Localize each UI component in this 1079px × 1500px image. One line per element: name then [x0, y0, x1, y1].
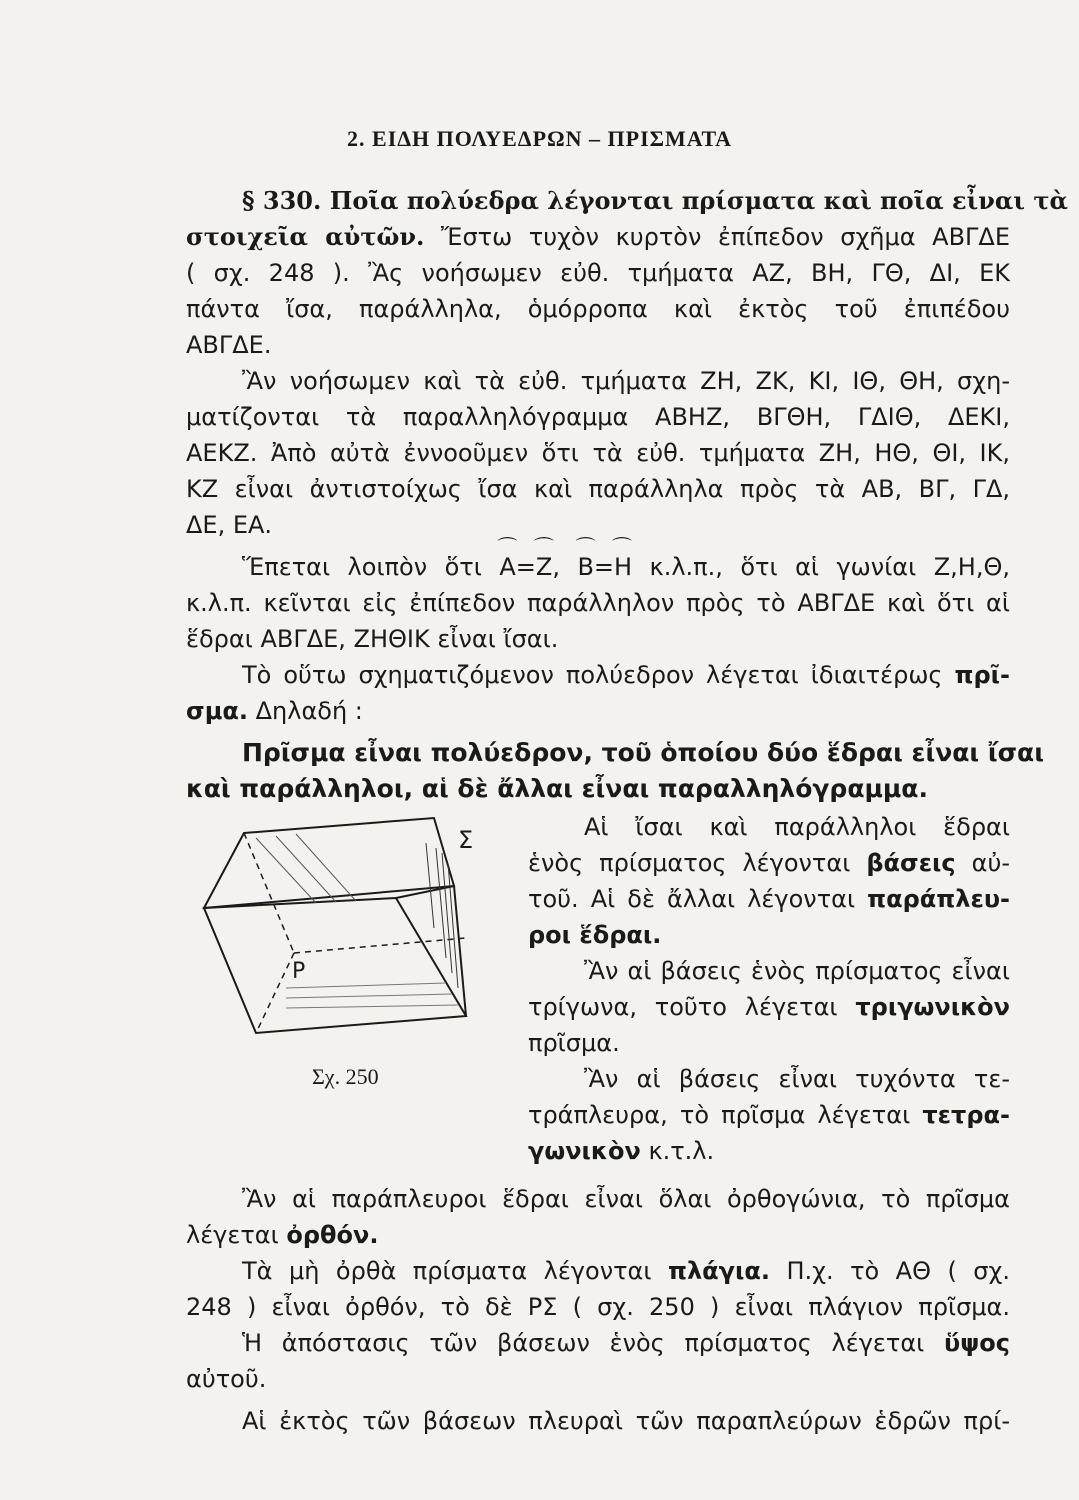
- section-title: Ποῖα πολύεδρα λέγονται πρίσματα καὶ ποῖα εἶναι τὰ: [329, 186, 1068, 215]
- label-rho: Ρ: [292, 959, 306, 984]
- body-line: ΑΕΚΖ. Ἀπὸ αὐτὰ ἐννοοῦμεν ὅτι τὰ εὐθ. τμήματα ΖΗ, ΗΘ, ΘΙ, ΙΚ,: [186, 439, 1010, 467]
- oblique-prism-drawing: [196, 808, 496, 1088]
- chapter-heading: 2. ΕΙΔΗ ΠΟΛΥΕΔΡΩΝ – ΠΡΙΣΜΑΤΑ: [347, 126, 732, 151]
- right-col-line: γωνικὸν κ.τ.λ.: [528, 1137, 715, 1165]
- body-line: Αἱ ἐκτὸς τῶν βάσεων πλευραὶ τῶν παραπλεύρων ἑδρῶν πρί-: [242, 1407, 1010, 1435]
- angle-a: ⌒ Α: [499, 552, 515, 582]
- label-sigma: Σ: [458, 826, 474, 854]
- angle-b: ⌒ Β: [577, 552, 593, 582]
- body-line: Ἂν αἱ παράπλευροι ἕδραι εἶναι ὅλαι ὀρθογώνια, τὸ πρῖσμα: [242, 1185, 1010, 1213]
- angle-hat-icon: ⌒: [612, 535, 633, 559]
- section-number: § 330.: [242, 186, 322, 215]
- body-line: αὐτοῦ.: [186, 1365, 267, 1393]
- body-line: ἕδραι ΑΒΓΔΕ, ΖΗΘΙΚ εἶναι ἴσαι.: [186, 625, 559, 653]
- section-title-line: [186, 186, 1068, 216]
- body-line: κ.λ.π. κεῖνται εἰς ἐπίπεδον παράλληλον πρὸς τὸ ΑΒΓΔΕ καὶ ὅτι αἱ: [186, 589, 1010, 617]
- body-line: πάντα ἴσα, παράλληλα, ὁμόρροπα καὶ ἐκτὸς τοῦ ἐπιπέδου: [186, 295, 1010, 323]
- body-line: Ἂν νοήσωμεν καὶ τὰ εὐθ. τμήματα ΖΗ, ΖΚ, ΚΙ, ΙΘ, ΘΗ, σχη-: [242, 367, 1010, 395]
- angle-z: ⌒ Ζ: [536, 552, 552, 582]
- right-col-line: πρῖσμα.: [528, 1029, 620, 1057]
- right-col-line: Ἂν αἱ βάσεις εἶναι τυχόντα τε-: [584, 1065, 1010, 1093]
- angle-hat-icon: ⌒: [575, 535, 596, 559]
- section-title-cont: στοιχεῖα αὐτῶν.: [186, 222, 425, 251]
- right-col-line: Αἱ ἴσαι καὶ παράλληλοι ἕδραι: [584, 813, 1010, 841]
- figure-caption: Σχ. 250: [312, 1064, 379, 1089]
- body-line: ΔΕ, ΕΑ.: [186, 511, 273, 539]
- body-line: Ἡ ἀπόστασις τῶν βάσεων ἑνὸς πρίσματος λέγεται ὕψος: [242, 1329, 1010, 1357]
- body-line: ΑΒΓΔΕ.: [186, 331, 272, 359]
- body-line: ματίζονται τὰ παραλληλόγραμμα ΑΒΗΖ, ΒΓΘΗ, ΓΔΙΘ, ΔΕΚΙ,: [186, 403, 1010, 431]
- angle-h: ⌒ Η: [614, 552, 632, 582]
- body-line: ( σχ. 248 ). Ἂς νοήσωμεν εὐθ. τμήματα ΑΖ, ΒΗ, ΓΘ, ΔΙ, ΕΚ: [186, 259, 1010, 287]
- right-col-line: τρίγωνα, τοῦτο λέγεται τριγωνικὸν: [528, 993, 1010, 1021]
- body-line: Τὰ μὴ ὀρθὰ πρίσματα λέγονται πλάγια. Π.χ. τὸ ΑΘ ( σχ.: [242, 1257, 1010, 1285]
- definition-line: καὶ παράλληλοι, αἱ δὲ ἄλλαι εἶναι παραλληλόγραμμα.: [186, 774, 928, 803]
- right-col-line: τράπλευρα, τὸ πρῖσμα λέγεται τετρα-: [528, 1101, 1010, 1129]
- body-line: Τὸ οὕτω σχηματιζόμενον πολύεδρον λέγεται ἰδιαιτέρως πρῖ-: [242, 661, 1010, 689]
- right-col-line: ἑνὸς πρίσματος λέγονται βάσεις αὐ-: [528, 849, 1010, 877]
- body-line: 248 ) εἶναι ὀρθόν, τὸ δὲ ΡΣ ( σχ. 250 ) εἶναι πλάγιον πρῖσμα.: [186, 1293, 1010, 1321]
- angle-equation-line: Ἕπεται λοιπὸν ὅτι ⌒ Α= ⌒ Ζ, ⌒ Β= ⌒ Η κ.λ.π., ὅτι αἱ γωνίαι Ζ,Η,Θ,: [186, 552, 1010, 582]
- right-col-line: τοῦ. Αἱ δὲ ἄλλαι λέγονται παράπλευ-: [528, 885, 1010, 913]
- definition-line: Πρῖσμα εἶναι πολύεδρον, τοῦ ὁποίου δύο ἕδραι εἶναι ἴσαι: [242, 738, 1044, 767]
- angle-hat-icon: ⌒: [533, 535, 554, 559]
- body-line: λέγεται ὀρθόν.: [186, 1221, 379, 1249]
- right-col-line: ροι ἕδραι.: [528, 921, 662, 949]
- angle-hat-icon: ⌒: [497, 535, 518, 559]
- right-col-line: Ἂν αἱ βάσεις ἑνὸς πρίσματος εἶναι: [584, 957, 1010, 985]
- body-line: σμα. Δηλαδή :: [186, 697, 363, 725]
- prism-figure: [196, 808, 496, 1088]
- body-line: στοιχεῖα αὐτῶν. Ἔστω τυχὸν κυρτὸν ἐπίπεδον σχῆμα ΑΒΓΔΕ: [186, 222, 1010, 251]
- body-line: ΚΖ εἶναι ἀντιστοίχως ἴσα καὶ παράλληλα πρὸς τὰ ΑΒ, ΒΓ, ΓΔ,: [186, 475, 1010, 503]
